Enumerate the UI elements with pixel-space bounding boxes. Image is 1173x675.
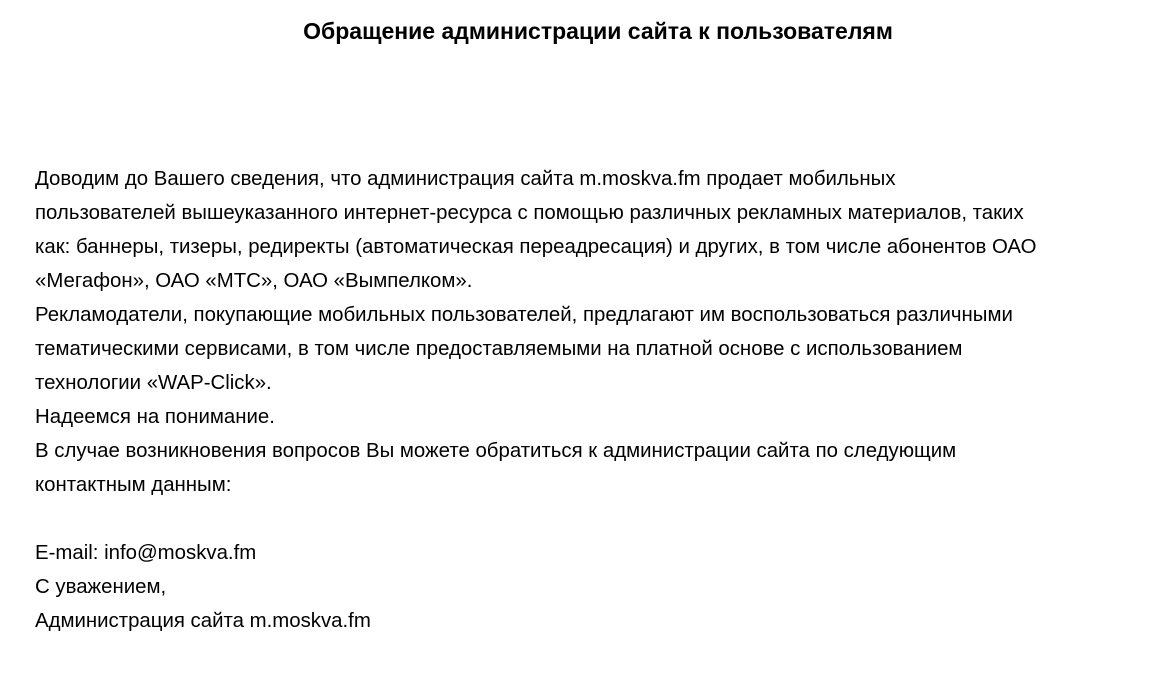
body-line: Рекламодатели, покупающие мобильных пользователей, предлагают им воспользоваться различными bbox=[35, 304, 1013, 326]
body-line: В случае возникновения вопросов Вы можете обратиться к администрации сайта по следующим bbox=[35, 440, 957, 462]
body-line: «Мегафон», ОАО «МТС», ОАО «Вымпелком». bbox=[35, 270, 473, 292]
body-line: контактным данным: bbox=[35, 474, 232, 496]
body-line: как: баннеры, тизеры, редиректы (автоматическая переадресация) и других, в том числе абонентов ОАО bbox=[35, 236, 1037, 258]
body-line: тематическими сервисами, в том числе предоставляемыми на платной основе с использованием bbox=[35, 338, 963, 360]
page-title: Обращение администрации сайта к пользователям bbox=[303, 18, 893, 44]
contact-email: E-mail: info@moskva.fm bbox=[35, 542, 257, 564]
closing-line: С уважением, bbox=[35, 576, 167, 598]
document-body bbox=[35, 162, 1165, 638]
body-line: технологии «WAP-Click». bbox=[35, 372, 272, 394]
signature-line: Администрация сайта m.moskva.fm bbox=[35, 610, 371, 632]
blank-line bbox=[35, 502, 1165, 536]
body-line: Доводим до Вашего сведения, что администрация сайта m.moskva.fm продает мобильных bbox=[35, 168, 896, 190]
body-line: Надеемся на понимание. bbox=[35, 406, 275, 428]
body-line: пользователей вышеуказанного интернет-ресурса с помощью различных рекламных материалов, таких bbox=[35, 202, 1024, 224]
